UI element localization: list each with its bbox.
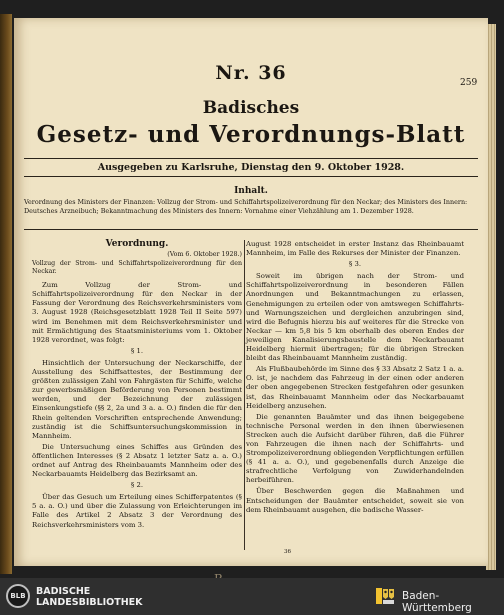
section-3-paragraph-2: Als Flußbaubehörde im Sinne des § 33 Absatz 2 Satz 1 a. a. O. ist, je nachdem das Fahrzeug in der einen oder anderen der oben angegebenen Strecken festgefahren oder gesunken ist, das Rheinbauamt Mannheim oder das Neckarbauamt Heidelberg anzusehen. <box>246 365 464 410</box>
section-1-paragraph-1: Hinsichtlich der Untersuchung der Neckarschiffe, der Ausstellung des Schiffsattestes, der Bestimmung der größten zulässigen Zahl von Fahrgästen für Schiffe, welche zur gewerbsmäßigen Beförderung von Personen bestimmt werden, und der Bezeichnung der zulässigen Einsenkungstiefe (§§ 2, 2a und 3 a. a. O.) finden die für den Rhein geltenden Vorschriften entsprechende Anwendung; zuständig ist die Schiffsuntersuchungskommission in Mannheim. <box>32 358 242 440</box>
viewer-footer <box>0 578 504 615</box>
left-column <box>32 240 242 532</box>
header-rule-bottom <box>24 176 478 177</box>
blb-logo-icon[interactable]: BLB <box>6 584 30 608</box>
ordinance-date: (Vom 6. Oktober 1928.) <box>167 251 242 259</box>
ordinance-subject: Vollzug der Strom- und Schiffahrtspolizeiverordnung für den Neckar. <box>32 260 242 276</box>
blb-logo-line1: BADISCHE <box>36 586 91 597</box>
blb-logo-text[interactable] <box>36 586 143 608</box>
contents-rule <box>24 229 478 230</box>
section-3-paragraph-4: Über Beschwerden gegen die Maßnahmen und Entscheidungen der Bauämter entscheidet, soweit sie von dem Rheinbauamt ausgehen, die badische Wasser- <box>246 487 464 514</box>
page-number: 259 <box>460 78 478 88</box>
contents-text: Verordnung des Ministers der Finanzen: Vollzug der Strom- und Schiffahrtspolizeiverordnung für den Neckar; des Ministers des Innern: Deutsches Arzneibuch; Bekanntmachung des Ministers des Innern: Vornahme einer Viehzählung am 1. Dezember 1928. <box>24 198 468 215</box>
section-1-paragraph-2: Die Untersuchung eines Schiffes aus Gründen des öffentlichen Interesses (§ 2 Absatz 1 letzter Satz a. a. O.) ordnet auf Antrag des Rheinbauamts Mannheim oder des Neckarbauamts Heidelberg das Bezirksamt an. <box>32 442 242 479</box>
right-column <box>246 240 464 517</box>
contents-heading: Inhalt. <box>234 186 268 196</box>
bw-crest-icon[interactable] <box>376 586 398 606</box>
issue-date-line: Ausgegeben zu Karlsruhe, Dienstag den 9. Oktober 1928. <box>97 162 405 173</box>
gazette-title-line2: Gesetz- und Verordnungs-Blatt <box>36 121 466 148</box>
document-page <box>14 18 488 566</box>
ordinance-heading: Verordnung. <box>105 239 169 249</box>
section-3-paragraph-1: Soweit im übrigen nach der Strom- und Schiffahrtspolizeiverordnung in besonderen Fällen Anordnungen und Bekanntmachungen zu erlassen, Genehmigungen zu erteilen oder von amtswegen Schiffahrts- und Warnungszeichen und dergleichen anzubringen sind, wird die Befugnis hierzu bis auf weiteres für die Strecke von Neckar — km 5,8 bis 5 km oberhalb des oberen Endes der jeweiligen Kanalisierungsbaustelle dem Neckarbauamt Heidelberg hiermit übertragen; für die übrigen Strecken bleibt das Rheinbauamt Mannheim zuständig. <box>246 272 464 363</box>
signature-mark: 36 <box>284 549 291 555</box>
section-3-label: § 3. <box>348 260 362 269</box>
issue-number: Nr. 36 <box>215 62 287 84</box>
ordinance-intro: Zum Vollzug der Strom- und Schiffahrtspolizeiverordnung für den Neckar in der Fassung der Verordnung des Reichsverkehrsministers vom 3. August 1928 (Reichsgesetzblatt 1928 Teil II Seite 597) wird im Benehmen mit dem Reichsverkehrsminister und mit Ermächtigung des Staatsministeriums vom 1. Oktober 1928 verordnet, was folgt: <box>32 281 242 344</box>
section-2-continuation: August 1928 entscheidet in erster Instanz das Rheinbauamt Mannheim, im Falle des Rekurses der Minister der Finanzen. <box>246 240 464 258</box>
bw-logo-text[interactable]: Baden-Württemberg <box>402 590 472 614</box>
header-rule-top <box>24 158 478 159</box>
book-binding <box>0 14 12 574</box>
section-2-paragraph: Über das Gesuch um Erteilung eines Schifferpatentes (§ 5 a. a. O.) und über die Zulassung von Erleichterungen im Falle des Artikel 2 Absatz 3 der Verordnung des Reichsverkehrsministers vom 3. <box>32 493 242 529</box>
blb-logo-line2: LANDESBIBLIOTHEK <box>36 597 143 608</box>
section-1-label: § 1. <box>130 346 144 355</box>
section-2-label: § 2. <box>130 481 144 490</box>
section-3-paragraph-3: Die genannten Bauämter und das ihnen beigegebene technische Personal werden in den ihnen überwiesenen Strecken auch die Aufsicht darüber führen, daß die Führer von Fahrzeugen die ihnen nach der Schiffahrts- und Strompolizeiverordnung obliegenden Verpflichtungen erfüllen (§ 41 a. a. O.), und gegebenenfalls durch Anzeige die strafrechtliche Verfolgung von Zuwiderhandelnden herbeiführen. <box>246 412 464 485</box>
column-separator <box>244 240 245 550</box>
gazette-title-line1: Badisches <box>202 98 300 118</box>
